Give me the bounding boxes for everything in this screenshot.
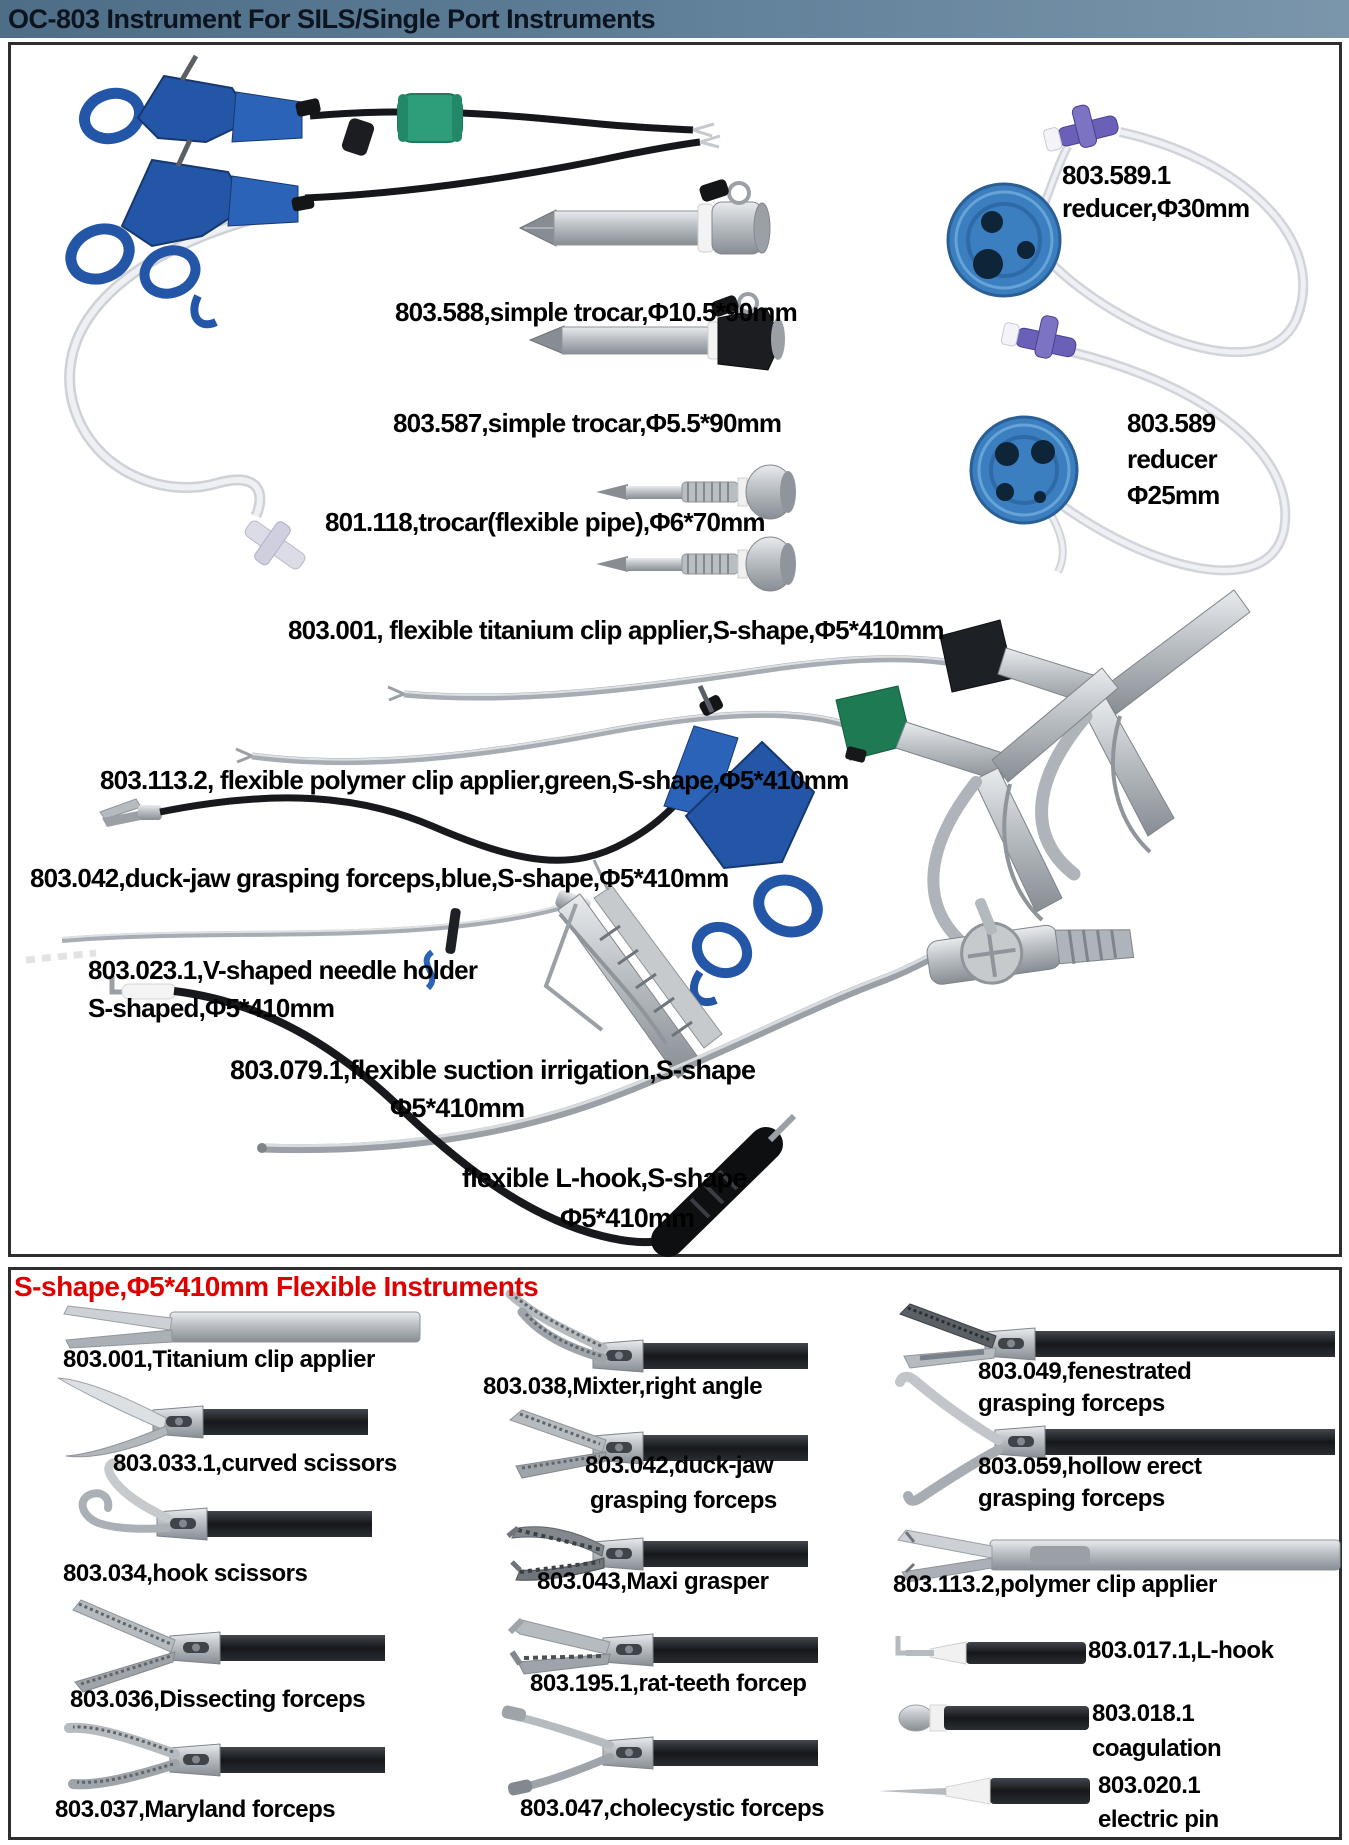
tip-label-coagulation-line1: 803.018.1 <box>1092 1700 1195 1727</box>
tip-label-duck-jaw-line2: grasping forceps <box>590 1487 777 1514</box>
label-reducer-25mm-line2: reducer <box>1127 444 1217 474</box>
blue-pistol-handle <box>664 686 826 1002</box>
tip-label-curved-scissors: 803.033.1,curved scissors <box>113 1450 397 1477</box>
tip-label-electric-pin-line2: electric pin <box>1098 1806 1219 1833</box>
label-suction-irrigation-line1: 803.079.1,flexible suction irrigation,S-shape <box>230 1055 756 1085</box>
green-roller <box>398 94 462 142</box>
tip-label-duck-jaw-line1: 803.042,duck-jaw <box>585 1452 774 1479</box>
tip-dissecting-forceps <box>73 1600 385 1692</box>
silver-pistol-handle-titanium <box>998 590 1250 836</box>
label-titanium-clip-applier: 803.001, flexible titanium clip applier,S-shape,Φ5*410mm <box>288 615 944 645</box>
tip-label-maxi-grasper: 803.043,Maxi grasper <box>537 1568 769 1595</box>
stopcock-30mm <box>1039 98 1121 157</box>
tip-label-coagulation-line2: coagulation <box>1092 1735 1222 1762</box>
simple-trocar-10.5-photo <box>520 178 770 254</box>
tips-section-header: S-shape,Φ5*410mm Flexible Instruments <box>14 1271 539 1302</box>
blue-handle-upper <box>79 56 322 146</box>
tip-label-fenestrated-line1: 803.049,fenestrated <box>978 1358 1192 1385</box>
tip-label-hook-scissors: 803.034,hook scissors <box>63 1560 308 1587</box>
label-duck-jaw-forceps: 803.042,duck-jaw grasping forceps,blue,S-shape,Φ5*410mm <box>30 863 729 893</box>
tip-titanium-clip-applier <box>64 1306 420 1348</box>
tip-label-mixter: 803.038,Mixter,right angle <box>483 1373 763 1400</box>
label-reducer-25mm-line1: 803.589 <box>1127 408 1216 438</box>
tip-mixter-right-angle <box>510 1294 808 1372</box>
stopcock-25mm <box>1000 307 1081 363</box>
reducer-25mm-photo <box>971 307 1285 572</box>
label-simple-trocar-10.5: 803.588,simple trocar,Φ10.5*90mm <box>395 297 797 327</box>
reducer-30mm-photo <box>948 98 1303 352</box>
tip-label-hollow-erect-line2: grasping forceps <box>978 1485 1165 1512</box>
tip-label-fenestrated-line2: grasping forceps <box>978 1390 1165 1417</box>
tip-rat-teeth <box>510 1620 818 1674</box>
label-suction-irrigation-line2: Φ5*410mm <box>390 1093 525 1123</box>
label-reducer-30mm-line1: 803.589.1 <box>1062 160 1171 190</box>
tip-label-hollow-erect-line1: 803.059,hollow erect <box>978 1453 1202 1480</box>
tip-label-cholecystic: 803.047,cholecystic forceps <box>520 1795 825 1822</box>
luer-connector <box>235 507 315 583</box>
tip-maryland-forceps <box>69 1727 385 1784</box>
label-reducer-25mm-line3: Φ25mm <box>1127 480 1220 510</box>
page-title: OC-803 Instrument For SILS/Single Port Instruments <box>8 4 656 34</box>
label-needle-holder-line1: 803.023.1,V-shaped needle holder <box>88 955 478 985</box>
label-needle-holder-line2: S-shaped,Φ5*410mm <box>88 993 335 1023</box>
tip-label-electric-pin-line1: 803.020.1 <box>1098 1772 1201 1799</box>
tip-label-rat-teeth: 803.195.1,rat-teeth forcep <box>530 1670 807 1697</box>
tip-coagulation <box>899 1705 1089 1731</box>
tip-label-dissecting-forceps: 803.036,Dissecting forceps <box>70 1686 366 1713</box>
label-reducer-30mm-line2: reducer,Φ30mm <box>1062 193 1250 223</box>
tip-curved-scissors <box>58 1378 368 1457</box>
label-polymer-clip-applier: 803.113.2, flexible polymer clip applier,green,S-shape,Φ5*410mm <box>100 765 849 795</box>
faint-smudge <box>26 953 96 960</box>
label-l-hook-line2: Φ5*410mm <box>560 1203 695 1233</box>
tip-label-titanium-clip-applier: 803.001,Titanium clip applier <box>63 1346 375 1373</box>
tip-l-hook <box>898 1636 1086 1664</box>
tip-electric-pin <box>878 1778 1090 1804</box>
label-simple-trocar-5.5: 803.587,simple trocar,Φ5.5*90mm <box>393 408 782 438</box>
tip-label-maryland-forceps: 803.037,Maryland forceps <box>55 1796 336 1823</box>
label-l-hook-line1: flexible L-hook,S-shape <box>462 1163 747 1193</box>
tip-cholecystic <box>501 1705 818 1797</box>
tip-label-polymer-clip-applier: 803.113.2,polymer clip applier <box>893 1571 1217 1598</box>
tip-label-l-hook: 803.017.1,L-hook <box>1088 1637 1274 1664</box>
label-trocar-flexible-pipe: 801.118,trocar(flexible pipe),Φ6*70mm <box>325 507 765 537</box>
